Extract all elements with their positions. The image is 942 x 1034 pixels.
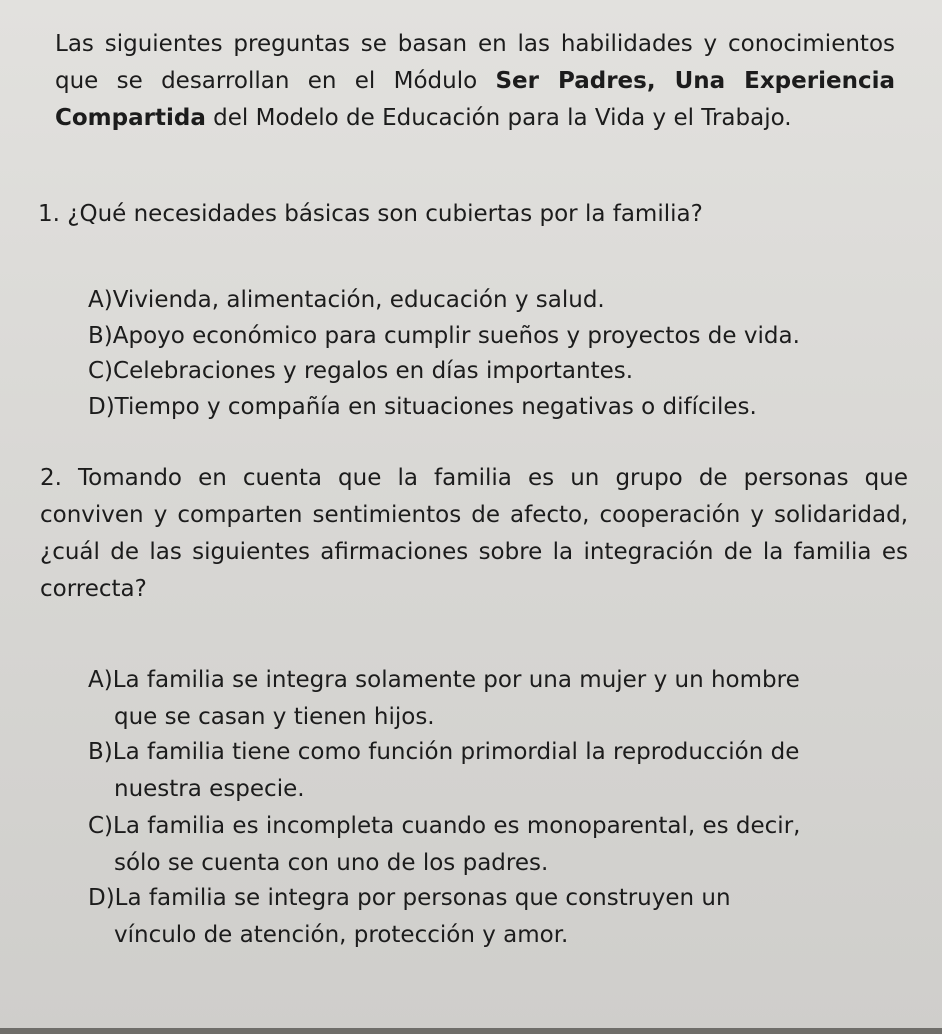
option-d-line-2: vínculo de atención, protección y amor. — [114, 922, 569, 948]
module-name: Ser Padres, Una Experiencia Compartida — [55, 68, 895, 131]
question-2-option-a[interactable] — [88, 662, 923, 736]
page-bottom-edge — [0, 1028, 942, 1034]
question-2-option-d[interactable] — [88, 880, 923, 954]
question-2-text: 2. Tomando en cuenta que la familia es un grupo de personas que conviven y comparten sentimientos de afecto, cooperación y solidaridad, ¿cuál de las siguientes afirmaciones sobre la integración de la familia es correcta? — [40, 465, 908, 602]
question-2-option-c[interactable] — [88, 808, 923, 882]
option-b-line-2: nuestra especie. — [114, 776, 305, 802]
intro-paragraph — [55, 26, 895, 137]
question-1-text: 1. ¿Qué necesidades básicas son cubiertas por la familia? — [38, 201, 703, 227]
intro-text-end: del Modelo de Educación para la Vida y el Trabajo. — [205, 105, 792, 131]
question-1-option-b[interactable]: B)Apoyo económico para cumplir sueños y proyectos de vida. — [88, 323, 800, 349]
option-c-line-2: sólo se cuenta con uno de los padres. — [114, 850, 549, 876]
question-2-option-b[interactable] — [88, 734, 923, 808]
intro-text-start: Las siguientes preguntas se basan en las habilidades y conocimientos que se desarrollan en el Módulo — [55, 31, 895, 94]
option-a-line-2: que se casan y tienen hijos. — [114, 704, 435, 730]
option-d-line-1: D)La familia se integra por personas que construyen un — [88, 885, 731, 911]
option-b-line-1: B)La familia tiene como función primordial la reproducción de — [88, 739, 800, 765]
question-1-option-a[interactable]: A)Vivienda, alimentación, educación y salud. — [88, 287, 605, 313]
question-1-option-d[interactable]: D)Tiempo y compañía en situaciones negativas o difíciles. — [88, 394, 757, 420]
question-1-option-c[interactable]: C)Celebraciones y regalos en días importantes. — [88, 358, 634, 384]
option-c-line-1: C)La familia es incompleta cuando es monoparental, es decir, — [88, 813, 801, 839]
option-a-line-1: A)La familia se integra solamente por una mujer y un hombre — [88, 667, 800, 693]
